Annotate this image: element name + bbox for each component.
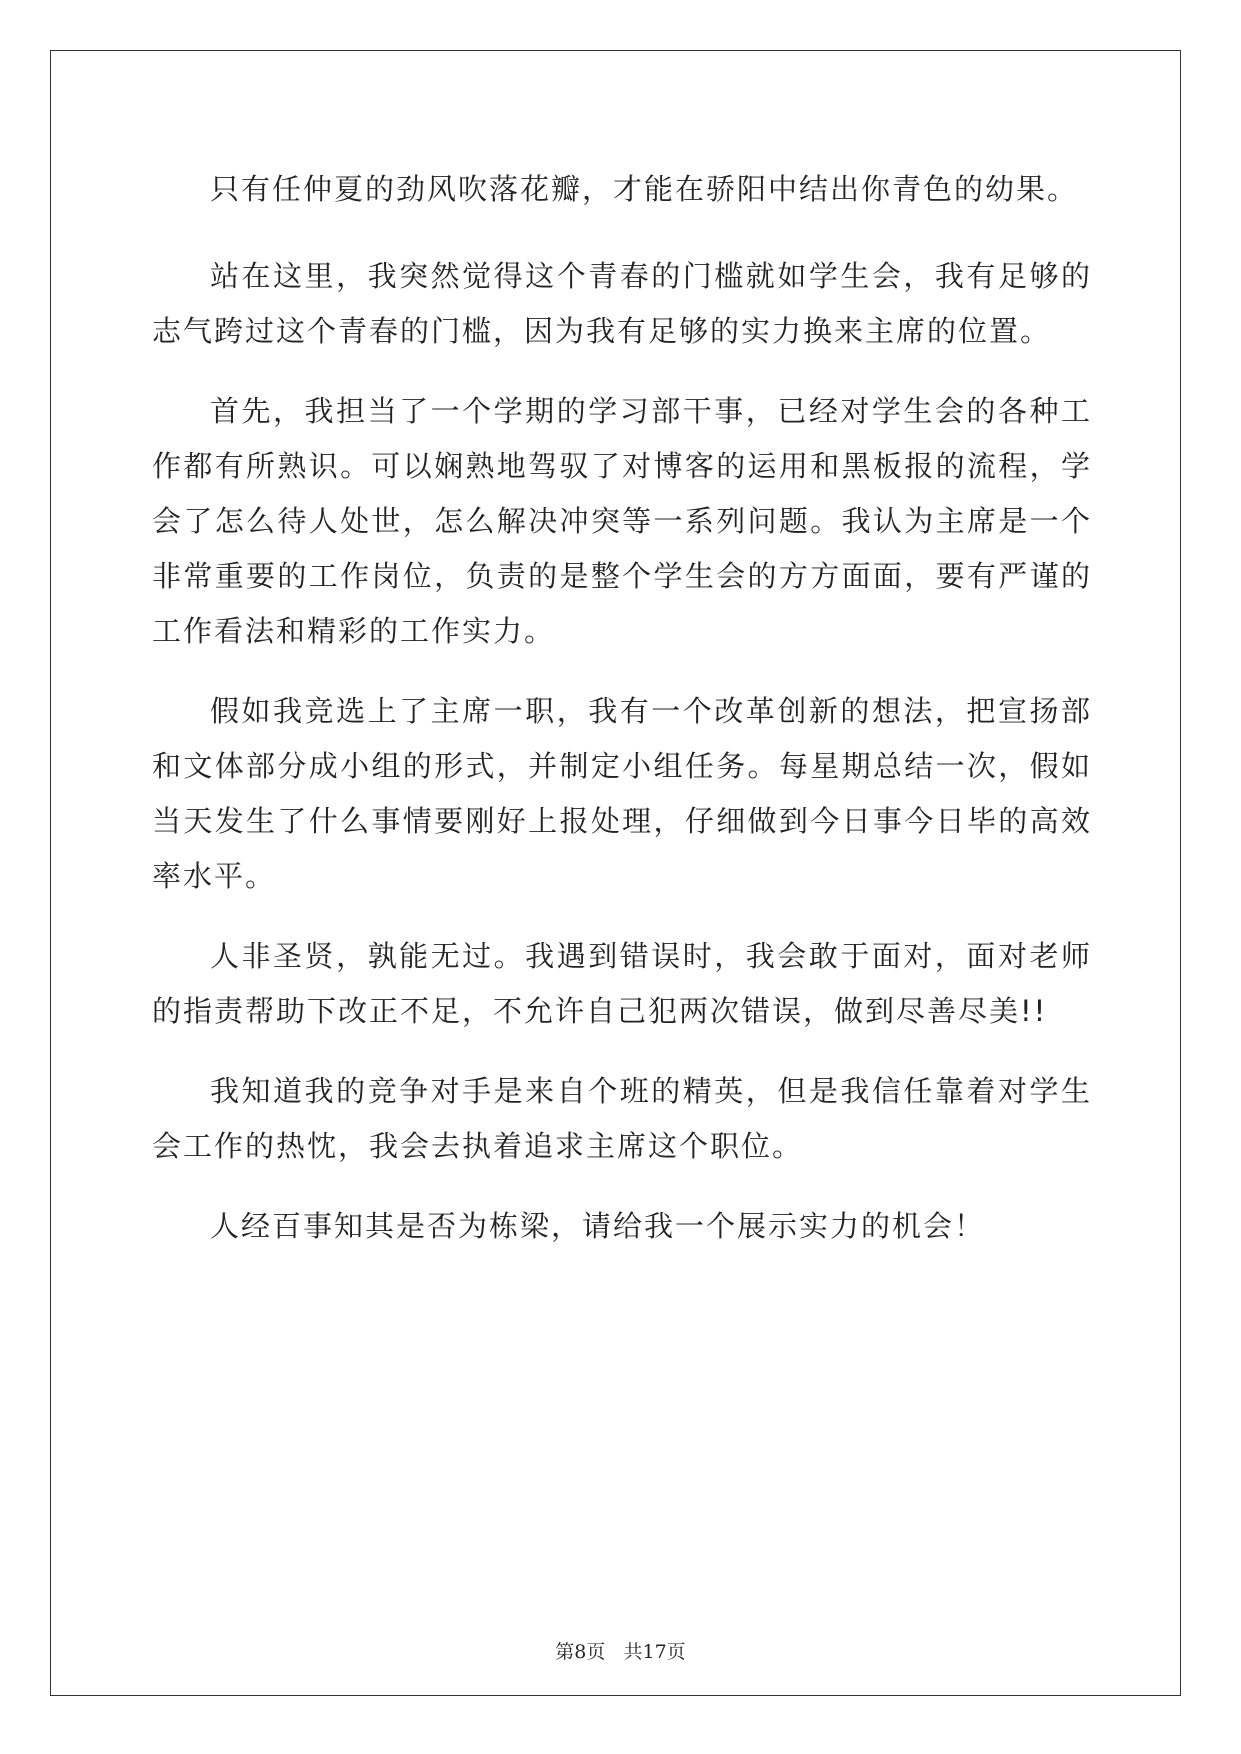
page-number-footer: 第8页 共17页: [555, 1641, 686, 1663]
paragraph-4: 假如我竞选上了主席一职，我有一个改革创新的想法，把宣扬部和文体部分成小组的形式，并制定小组任务。每星期总结一次，假如当天发生了什么事情要刚好上报处理，仔细做到今日事今日毕的高效率水平。: [152, 694, 1092, 893]
paragraph-6: 我知道我的竞争对手是来自个班的精英，但是我信任靠着对学生会工作的热忱，我会去执着追求主席这个职位。: [152, 1074, 1092, 1163]
paragraph-7: 人经百事知其是否为栋梁，请给我一个展示实力的机会！: [210, 1209, 986, 1243]
document-body: [152, 162, 1092, 1279]
paragraph-2: 站在这里，我突然觉得这个青春的门槛就如学生会，我有足够的志气跨过这个青春的门槛，因为我有足够的实力换来主席的位置。: [152, 259, 1092, 348]
paragraph-3: 首先，我担当了一个学期的学习部干事，已经对学生会的各种工作都有所熟识。可以娴熟地驾驭了对博客的运用和黑板报的流程，学会了怎么待人处世，怎么解决冲突等一系列问题。我认为主席是一个非常重要的工作岗位，负责的是整个学生会的方方面面，要有严谨的工作看法和精彩的工作实力。: [152, 394, 1092, 648]
paragraph-5: 人非圣贤，孰能无过。我遇到错误时，我会敢于面对，面对老师的指责帮助下改正不足，不允许自己犯两次错误，做到尽善尽美!!: [152, 939, 1092, 1028]
paragraph-1: 只有任仲夏的劲风吹落花瓣，才能在骄阳中结出你青色的幼果。: [210, 172, 1079, 206]
